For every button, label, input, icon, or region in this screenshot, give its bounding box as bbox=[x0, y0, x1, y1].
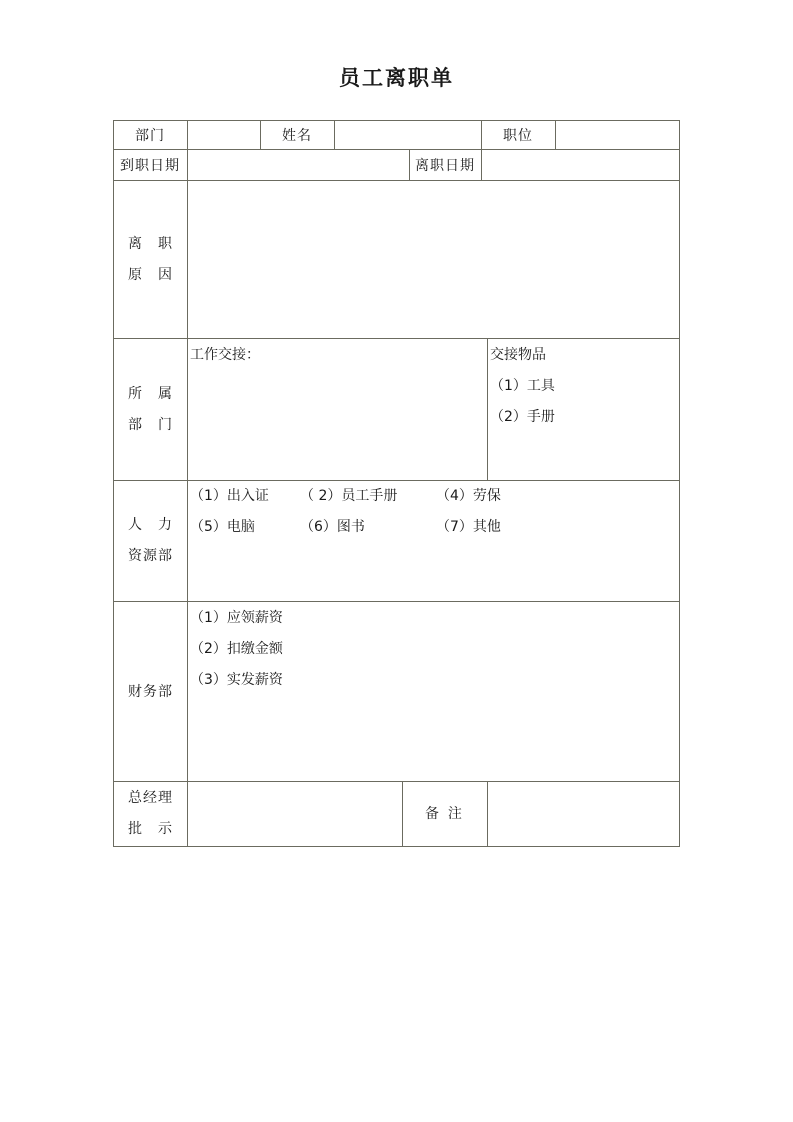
leave-date-field[interactable] bbox=[482, 150, 679, 180]
approval-field[interactable] bbox=[188, 782, 402, 846]
finance-label: 财务部 bbox=[128, 684, 173, 700]
dept-section-label-line2: 部 门 bbox=[128, 417, 172, 433]
hr-item: （7）其他 bbox=[436, 519, 501, 535]
handover-label: 工作交接： bbox=[190, 347, 260, 363]
join-date-field[interactable] bbox=[188, 150, 409, 180]
reason-label-line1: 离 职 bbox=[128, 236, 172, 252]
position-field[interactable] bbox=[556, 121, 679, 149]
row-divider bbox=[113, 338, 680, 339]
hr-item: （1）出入证 bbox=[190, 488, 269, 504]
dept-field[interactable] bbox=[188, 121, 260, 149]
row-divider bbox=[113, 601, 680, 602]
table-border-bottom bbox=[113, 846, 680, 847]
leave-date-label: 离职日期 bbox=[415, 158, 475, 174]
hr-label-line2: 资源部 bbox=[128, 548, 173, 564]
page-title: 员工离职单 bbox=[339, 65, 454, 90]
dept-label: 部门 bbox=[135, 128, 165, 144]
hr-item: （ 2）员工手册 bbox=[300, 488, 398, 504]
hr-item: （6）图书 bbox=[300, 519, 365, 535]
hr-item: （5）电脑 bbox=[190, 519, 255, 535]
finance-item: （1）应领薪资 bbox=[190, 610, 283, 626]
join-date-label: 到职日期 bbox=[120, 158, 180, 174]
handover-item: （2）手册 bbox=[490, 409, 555, 425]
col-divider bbox=[409, 149, 410, 180]
finance-item: （2）扣缴金额 bbox=[190, 641, 283, 657]
remarks-label: 备 注 bbox=[425, 806, 462, 822]
hr-label-line1: 人 力 bbox=[128, 517, 172, 533]
col-divider bbox=[487, 338, 488, 480]
remarks-field[interactable] bbox=[488, 782, 679, 846]
name-field[interactable] bbox=[335, 121, 481, 149]
table-border-right bbox=[679, 120, 680, 847]
name-label: 姓名 bbox=[282, 128, 312, 144]
col-divider bbox=[402, 781, 403, 846]
row-divider bbox=[113, 480, 680, 481]
handover-item: （1）工具 bbox=[490, 378, 555, 394]
reason-field[interactable] bbox=[188, 181, 679, 338]
table-border-left bbox=[113, 120, 114, 847]
hr-item: （4）劳保 bbox=[436, 488, 501, 504]
finance-item: （3）实发薪资 bbox=[190, 672, 283, 688]
dept-section-label-line1: 所 属 bbox=[128, 386, 172, 402]
reason-label-line2: 原 因 bbox=[128, 267, 172, 283]
handover-items-label: 交接物品 bbox=[490, 347, 546, 363]
position-label: 职位 bbox=[503, 128, 533, 144]
approval-label-line2: 批 示 bbox=[128, 821, 172, 837]
approval-label-line1: 总经理 bbox=[128, 790, 173, 806]
col-divider bbox=[260, 120, 261, 149]
